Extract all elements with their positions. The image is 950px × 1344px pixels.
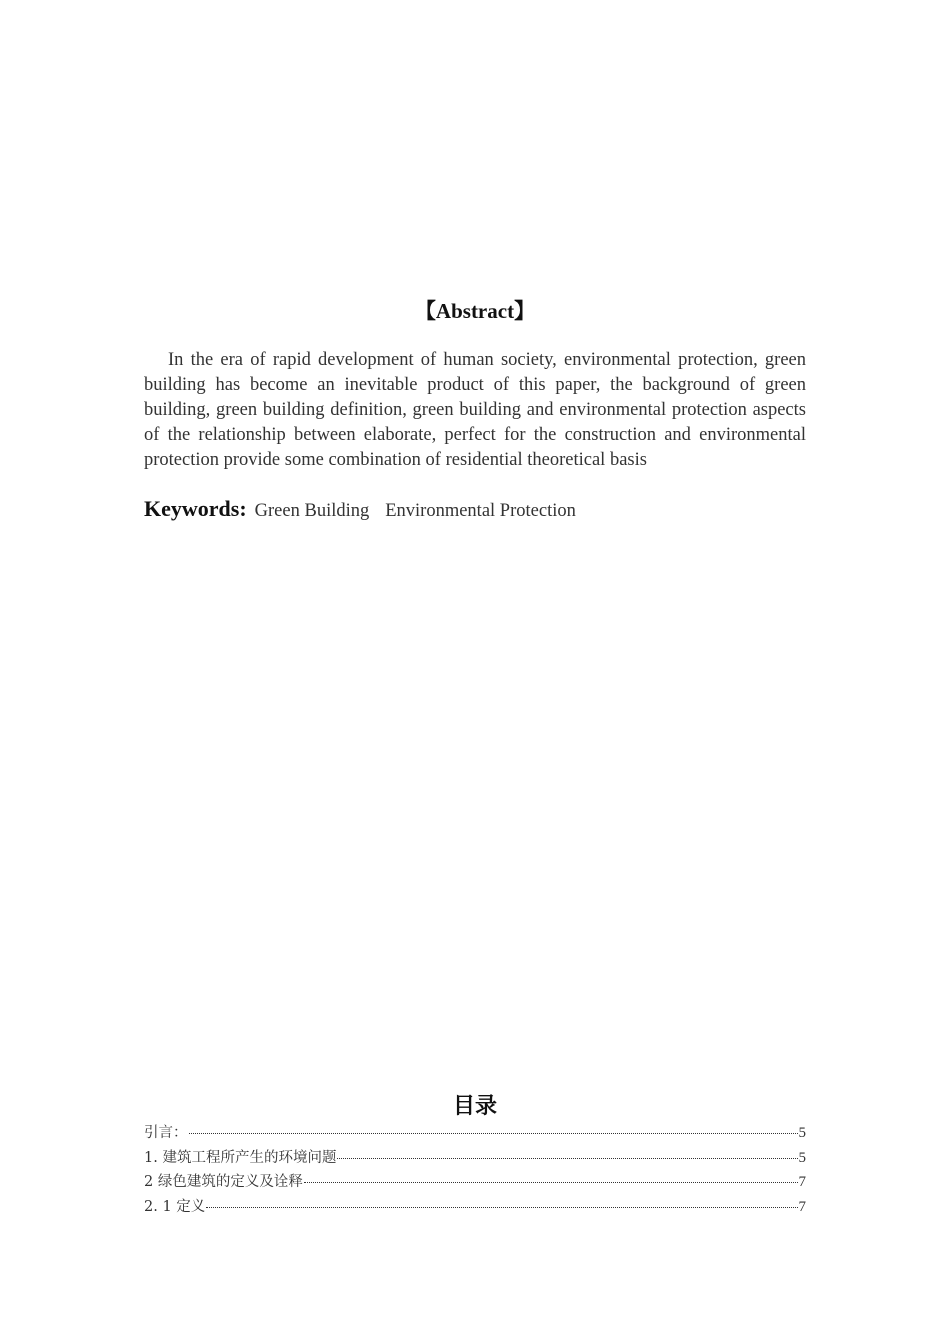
- toc-entry-page: 5: [798, 1149, 806, 1166]
- toc-entry[interactable]: [144, 1146, 806, 1171]
- toc-entry-label: 2 绿色建筑的定义及诠释: [144, 1174, 303, 1190]
- keywords-line: [144, 496, 806, 522]
- toc-entry-label: 2. 1 定义: [144, 1198, 206, 1215]
- abstract-paragraph: In the era of rapid development of human society, environmental protection, green building has become an inevitable product of this paper, the background of green building, green building definition, green building and environmental protection aspects of the relationship between elaborate, perfect for the construction and environmental protection provide some combination of residential theoretical basis: [144, 350, 806, 470]
- toc-entry[interactable]: [144, 1121, 806, 1146]
- toc-entry-page: 7: [798, 1198, 806, 1215]
- keyword-item: Environmental Protection: [385, 501, 576, 521]
- toc-entry-page: 5: [798, 1125, 806, 1141]
- toc-dot-leader: [189, 1133, 798, 1134]
- toc-entry-label: 引言：: [144, 1125, 188, 1141]
- abstract-heading: 【Abstract】: [414, 299, 536, 323]
- toc-dot-leader: [304, 1182, 798, 1183]
- table-of-contents: [144, 1121, 806, 1219]
- toc-entry[interactable]: [144, 1170, 806, 1195]
- keyword-item: Green Building: [254, 501, 370, 521]
- toc-entry-page: 7: [798, 1174, 806, 1190]
- toc-entry-label: 1. 建筑工程所产生的环境问题: [144, 1149, 337, 1166]
- toc-heading: 目录: [452, 1094, 497, 1119]
- toc-entry[interactable]: [144, 1195, 806, 1220]
- keywords-label: Keywords:: [144, 496, 247, 521]
- toc-dot-leader: [206, 1207, 797, 1208]
- toc-dot-leader: [337, 1158, 797, 1159]
